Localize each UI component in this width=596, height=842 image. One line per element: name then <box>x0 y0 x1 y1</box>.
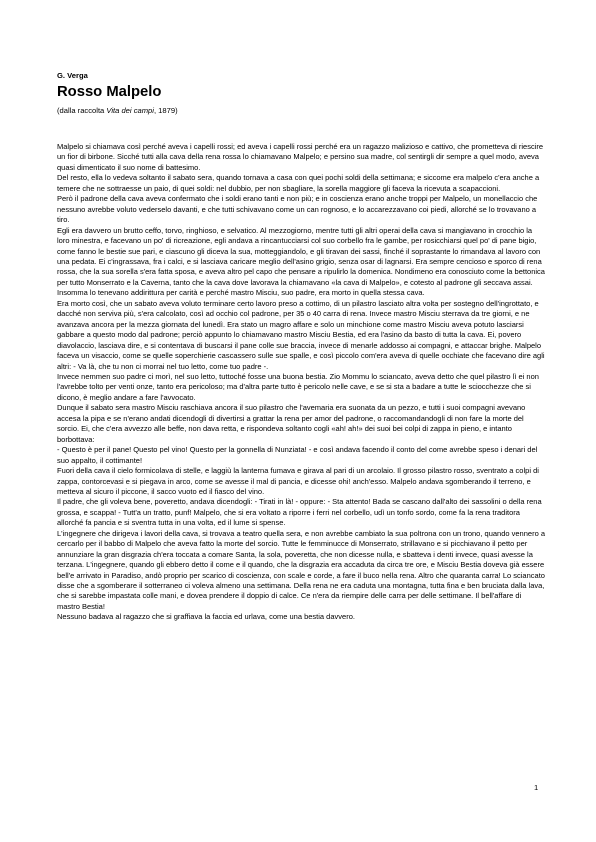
paragraph: - Questo è per il pane! Questo pel vino! Questo per la gonnella di Nunziata! - e così andava facendo il conto del come avrebbe speso i denari del suo appalto, il cottimante! <box>57 445 538 465</box>
story-body <box>57 142 545 623</box>
paragraph: Fuori della cava il cielo formicolava di stelle, e laggiù la lanterna fumava e girava al pari di un arcolaio. Il grosso pilastro rosso, sventrato a colpi di zappa, contorcevasi e si piegava in arco, come se avesse il mal di pancia, e dicesse ohi! anch'esso. Malpelo andava sgomberando il terreno, e metteva al sicuro il piccone, il sacco vuoto ed il fiasco del vino. <box>57 466 539 496</box>
paragraph: Era morto così, che un sabato aveva voluto terminare certo lavoro preso a cottimo, di un pilastro lasciato altra volta per sostegno dell'ingrottato, e dacché non serviva più, s'era calcolato, così ad occhio col padrone, per 35 o 40 carra di rena. Invece mastro Misciu sterrava da tre giorni, e ne avanzava ancora per la mezza giornata del lunedì. Era stato un magro affare e solo un minchione come mastro Misciu aveva potuto lasciarsi gabbare a questo modo dal padrone; perciò appunto lo chiamavano mastro Misciu Bestia, ed era l'asino da basto di tutta la cava. Ei, povero diavolaccio, lasciava dire, e si contentava di buscarsi il pane colle sue braccia, invece di menarle addosso ai compagni, e attaccar brighe. Malpelo faceva un visaccio, come se quelle soperchierie cascassero sulle sue spalle, e così piccolo com'era aveva di quelle occhiate che facevano dire agli altri: - Va là, che tu non ci morrai nel tuo letto, come tuo padre -. <box>57 298 545 371</box>
subtitle-suffix: , 1879) <box>153 106 178 115</box>
paragraph: Però il padrone della cava aveva confermato che i soldi erano tanti e non più; e in coscienza erano anche troppi per Malpelo, un monellaccio che nessuno avrebbe voluto vederselo davanti, e che tutti schivavano come un can rognoso, e lo accarezzavano coi piedi, allorché se lo trovavano a tiro. <box>57 194 538 225</box>
paragraph: Dunque il sabato sera mastro Misciu raschiava ancora il suo pilastro che l'avemaria era suonata da un pezzo, e tutti i suoi compagni avevano accesa la pipa e se n'erano andati dicendogli di divertirsi a grattar la rena per amor del padrone, o raccomandandogli di non fare la morte del sorcio. Ei, che c'era avvezzo alle beffe, non dava retta, e rispondeva soltanto cogli «ah! ah!» dei suoi bei colpi di zappa in pieno, e intanto borbottava: <box>57 403 526 444</box>
story-subtitle <box>57 106 178 116</box>
story-title: Rosso Malpelo <box>57 84 162 100</box>
paragraph: Il padre, che gli voleva bene, poveretto, andava dicendogli: - Tirati in là! - oppure: - Sta attento! Bada se cascano dall'alto dei sassolini o della rena grossa, e scappa! - Tutt'a un tratto, punf! Malpelo, che si era voltato a riporre i ferri nel corbello, udì un tonfo sordo, come fa la rena traditora allorché fa pancia e si sventra tutta in una volta, ed il lume si spense. <box>57 497 542 528</box>
paragraph: Nessuno badava al ragazzo che si graffiava la faccia ed urlava, come una bestia davvero. <box>57 612 355 622</box>
paragraph: L'ingegnere che dirigeva i lavori della cava, si trovava a teatro quella sera, e non avrebbe cambiato la sua poltrona con un trono, quando vennero a cercarlo per il babbo di Malpelo che aveva fatto la morte del sorcio. Tutte le femminucce di Monserrato, strillavano e si picchiavano il petto per annunziare la gran disgrazia ch'era toccata a comare Santa, la sola, poveretta, che non dicesse nulla, e sbatteva i denti invece, quasi avesse la terzana. L'ingegnere, quando gli ebbero detto il come e il quando, che la disgrazia era accaduta da circa tre ore, e Misciu Bestia doveva già essere bell'e arrivato in Paradiso, andò proprio per scarico di coscienza, con scale e corde, a fare il buco nella rena. Altro che quaranta carra! Lo sciancato disse che a sgomberare il sotterraneo ci voleva almeno una settimana. Della rena ne era caduta una montagna, tutta fina e ben bruciata dalla lava, che si sarebbe impastata colle mani, e dovea prendere il doppio di calce. Ce n'era da riempire delle carra per delle settimane. Il bell'affare di mastro Bestia! <box>57 528 545 611</box>
paragraph: Egli era davvero un brutto ceffo, torvo, ringhioso, e selvatico. Al mezzogiorno, mentre tutti gli altri operai della cava si mangiavano in crocchio la loro minestra, e facevano un po' di ricreazione, egli andava a rincantucciarsi col suo corbello fra le gambe, per rosicchiarsi quel po' di pane bigio, come fanno le bestie sue pari, e ciascuno gli diceva la sua, motteggiandolo, e gli tiravan dei sassi, finché il soprastante lo rimandava al lavoro con una pedata. Ei c'ingrassava, fra i calci, e si lasciava caricare meglio dell'asino grigio, senza osar di lagnarsi. Era sempre cencioso e sporco di rena rossa, che la sua sorella s'era fatta sposa, e aveva altro pel capo che pensare a ripulirlo la domenica. Nondimeno era conosciuto come la bettonica per tutto Monserrato e la Caverna, tanto che la cava dove lavorava la chiamavano «la cava di Malpelo», e cotesto al padrone gli seccava assai. Insomma lo tenevano addirittura per carità e perché mastro Misciu, suo padre, era morto in quella stessa cava. <box>57 225 545 298</box>
page-number: 1 <box>534 783 539 792</box>
collection-title: Vita dei campi <box>106 106 154 115</box>
paragraph: Del resto, ella lo vedeva soltanto il sabato sera, quando tornava a casa con quei pochi soldi della settimana; e siccome era malpelo c'era anche a temere che ne sottraesse un paio, di quei soldi: nel dubbio, per non sbagliare, la sorella maggiore gli faceva la ricevuta a scapaccioni. <box>57 173 540 193</box>
paragraph: Invece nemmen suo padre ci morì, nel suo letto, tuttoché fosse una buona bestia. Zio Mommu lo sciancato, aveva detto che quel pilastro lì ei non l'avrebbe tolto per venti onze, tanto era pericoloso; ma d'altra parte tutto è pericolo nelle cave, e se si sta a badare a tutte le sciocchezze che si dicono, è meglio andare a fare l'avvocato. <box>57 371 539 402</box>
subtitle-prefix: (dalla raccolta <box>57 106 107 115</box>
paragraph: Malpelo si chiamava così perché aveva i capelli rossi; ed aveva i capelli rossi perché era un ragazzo malizioso e cattivo, che prometteva di riescire un fior di birbone. Sicché tutti alla cava della rena rossa lo chiamavano Malpelo; e persino sua madre, col sentirgli dir sempre a quel modo, aveva quasi dimenticato il suo nome di battesimo. <box>57 142 544 172</box>
author-name: G. Verga <box>57 71 88 80</box>
